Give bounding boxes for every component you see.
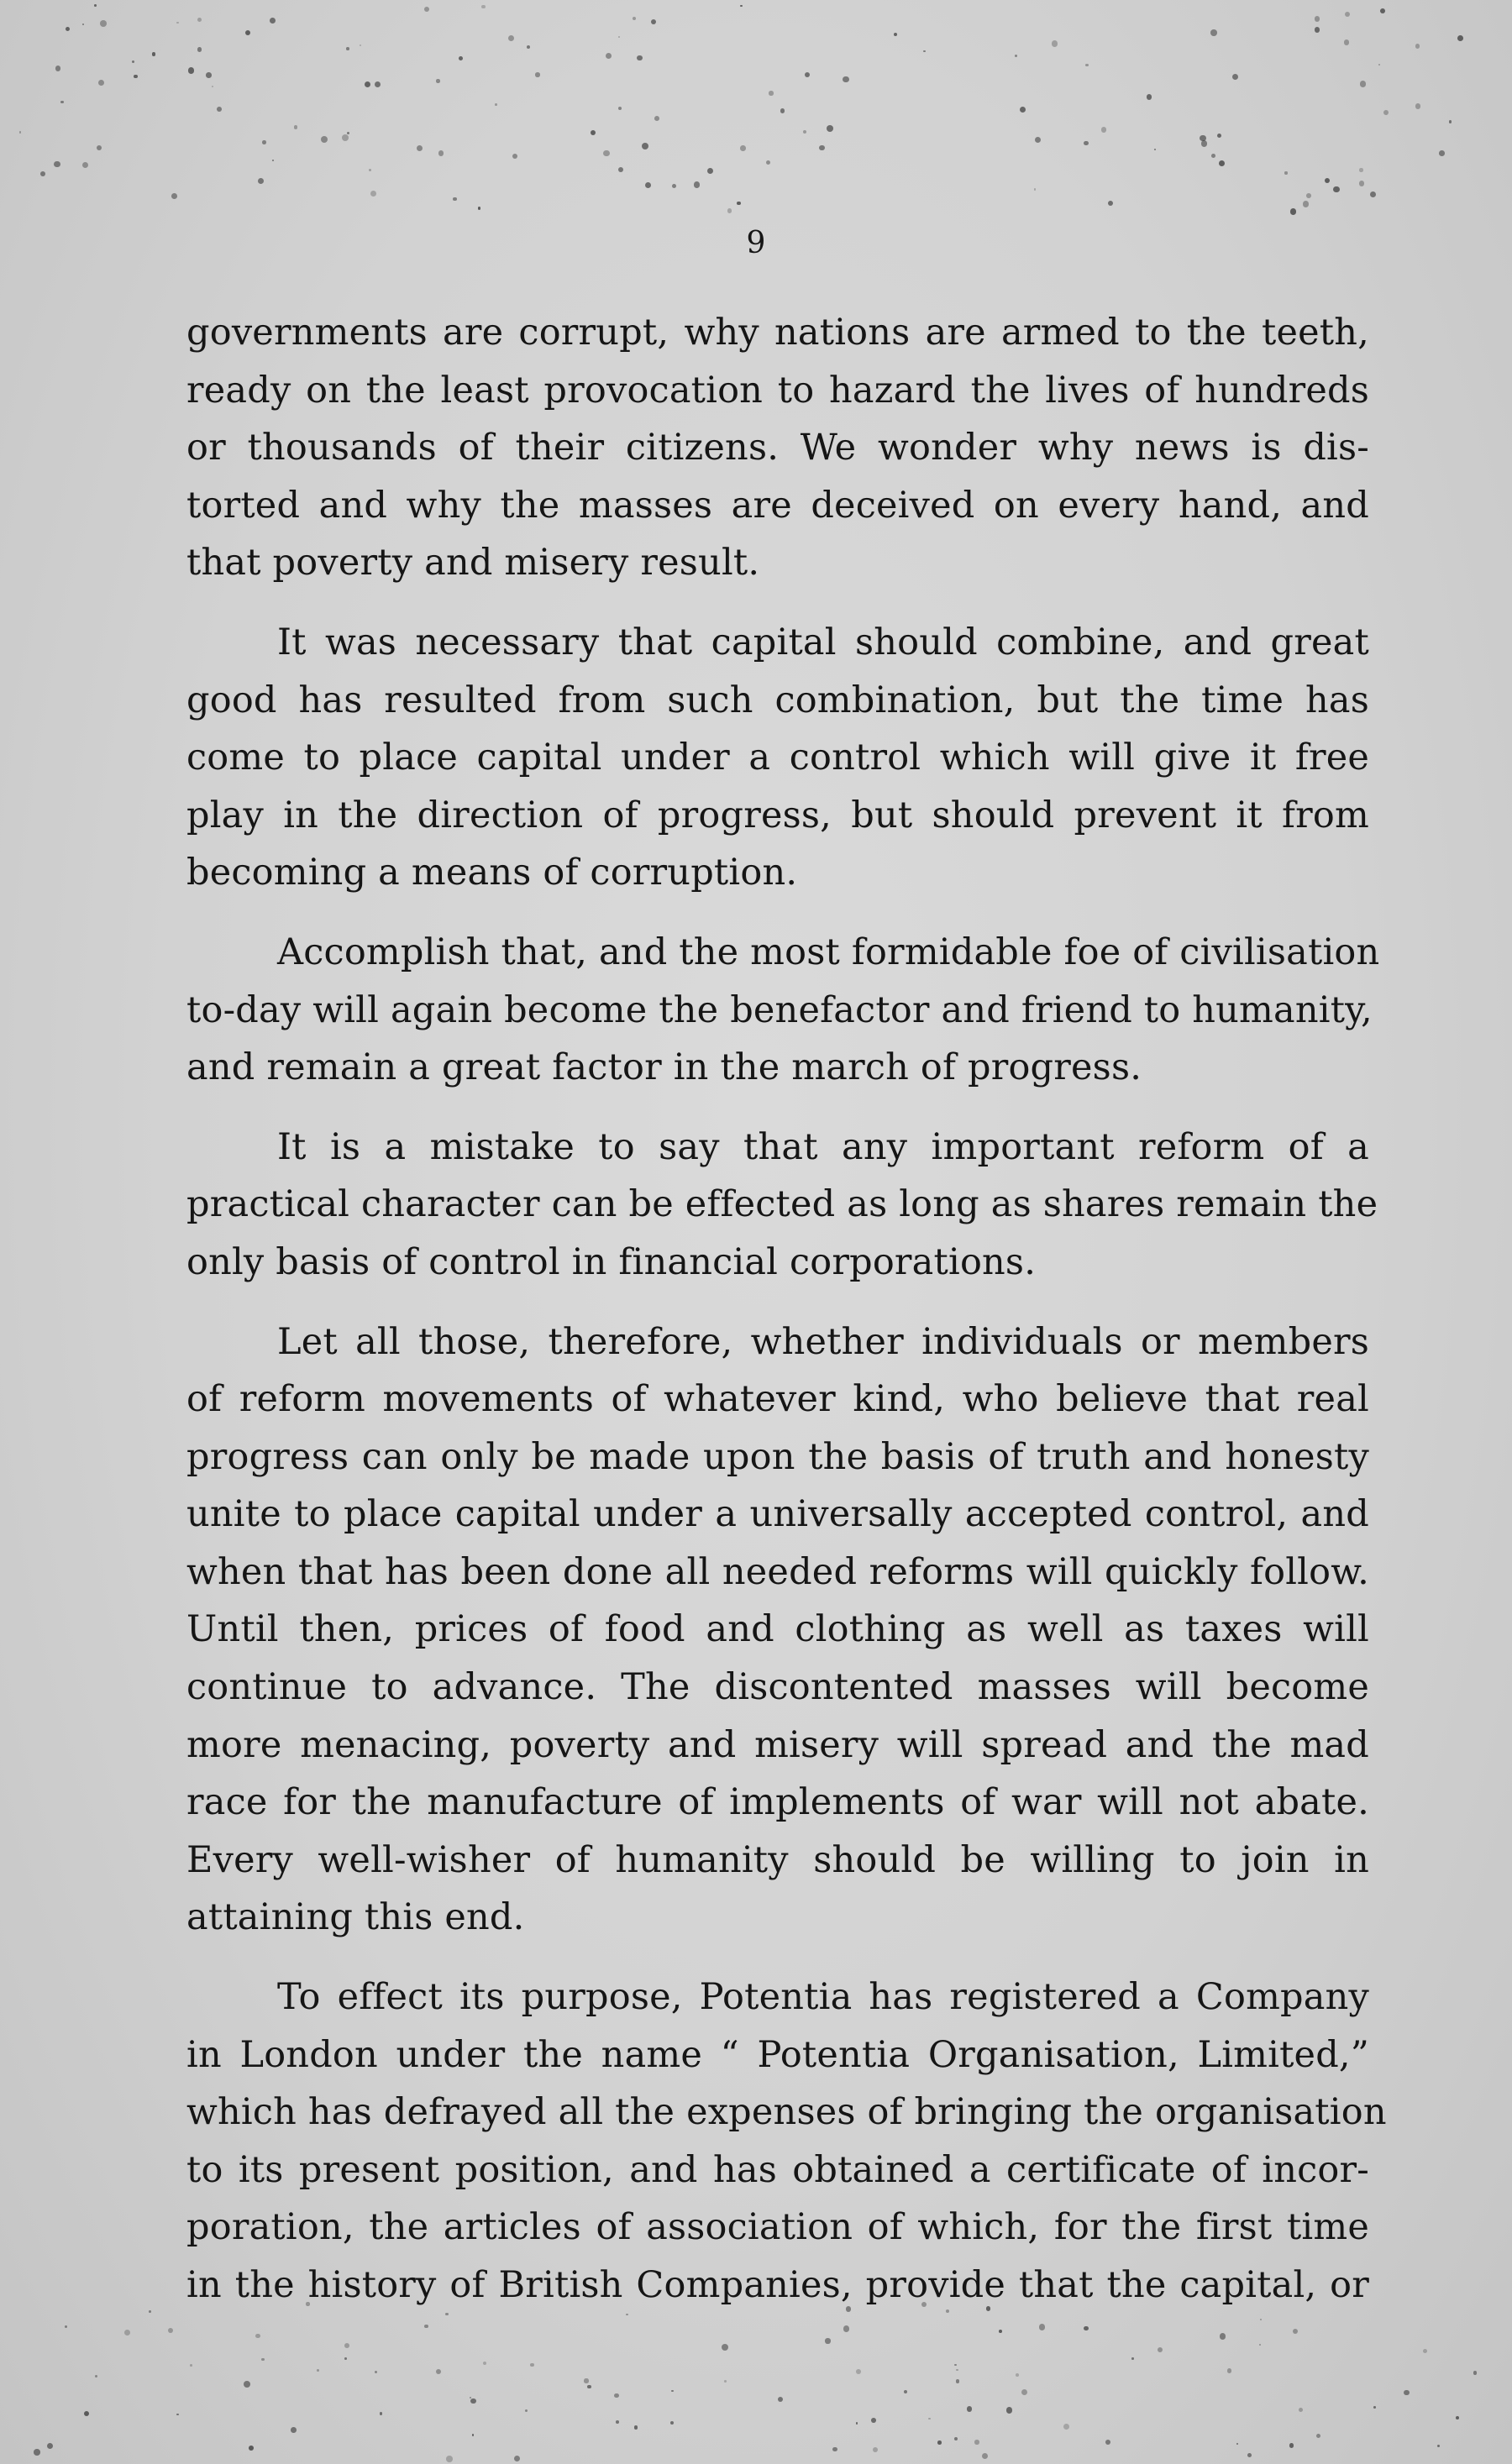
speckle xyxy=(654,116,659,121)
speckle xyxy=(212,86,213,87)
speckle xyxy=(618,167,623,172)
speckle xyxy=(365,81,370,87)
speckle xyxy=(803,130,806,134)
speckle xyxy=(261,2358,264,2361)
speckle xyxy=(369,169,371,171)
speckle xyxy=(1415,103,1421,109)
speckle xyxy=(149,2310,151,2313)
speckle xyxy=(1325,178,1330,183)
speckle xyxy=(82,24,84,25)
speckle xyxy=(1370,191,1376,197)
speckle xyxy=(258,178,264,184)
speckle xyxy=(190,2364,192,2367)
speckle xyxy=(34,2449,40,2456)
speckle xyxy=(417,145,423,151)
speckle xyxy=(616,2420,619,2424)
paragraph xyxy=(186,924,1380,1097)
speckle xyxy=(1021,2389,1027,2395)
speckle xyxy=(1316,2434,1320,2438)
speckle xyxy=(436,2369,441,2374)
speckle xyxy=(1052,40,1058,47)
text-line: Let all those, therefore, whether individuals or members xyxy=(277,1320,1369,1363)
speckle xyxy=(982,2453,988,2459)
speckle xyxy=(587,2385,591,2389)
text-line: to its present position, and has obtained a certificate of incor- xyxy=(186,2148,1369,2191)
speckle xyxy=(132,60,134,63)
speckle xyxy=(1303,201,1310,207)
speckle xyxy=(873,2447,878,2452)
speckle xyxy=(1457,35,1463,41)
speckle xyxy=(894,33,898,37)
speckle xyxy=(525,2409,528,2412)
body-text xyxy=(186,304,1387,2336)
speckle xyxy=(294,125,297,128)
speckle xyxy=(459,56,463,60)
speckle xyxy=(923,50,925,52)
speckle xyxy=(724,2380,727,2383)
speckle xyxy=(1380,8,1385,13)
speckle xyxy=(360,45,361,46)
page-number: 9 xyxy=(746,226,766,260)
text-line: or thousands of their citizens. We wonder why news is dis- xyxy=(186,427,1369,469)
speckle xyxy=(634,2425,638,2429)
speckle xyxy=(614,2393,618,2398)
text-line: which has defrayed all the expenses of bringing the organisation xyxy=(186,2091,1387,2134)
paragraph xyxy=(186,614,1369,902)
speckle xyxy=(1345,12,1350,17)
speckle xyxy=(778,2397,783,2402)
speckle xyxy=(176,2414,179,2416)
speckle xyxy=(1200,135,1205,141)
speckle xyxy=(514,2456,520,2461)
speckle xyxy=(60,101,63,103)
speckle xyxy=(1360,81,1366,87)
speckle xyxy=(530,2363,533,2367)
speckle xyxy=(245,30,250,35)
speckle xyxy=(206,72,212,78)
text-line: in the history of British Companies, provide that the capital, or xyxy=(186,2264,1369,2306)
text-line: governments are corrupt, why nations are armed to the teeth, xyxy=(186,312,1369,354)
speckle xyxy=(342,134,349,141)
speckle xyxy=(272,160,274,161)
speckle xyxy=(707,168,713,174)
speckle xyxy=(375,81,381,87)
speckle xyxy=(424,7,430,13)
speckle xyxy=(1439,150,1445,156)
text-line: race for the manufacture of implements of war will not abate. xyxy=(186,1781,1369,1824)
speckle xyxy=(171,193,177,199)
speckle xyxy=(134,75,137,78)
speckle xyxy=(642,143,648,149)
speckle xyxy=(481,5,485,8)
speckle xyxy=(1473,2371,1478,2375)
speckle xyxy=(1211,154,1215,158)
paragraph xyxy=(186,1119,1378,1292)
paragraph xyxy=(186,1313,1369,1948)
speckle xyxy=(1284,171,1287,174)
speckle xyxy=(346,47,349,50)
speckle xyxy=(1158,2347,1163,2352)
speckle xyxy=(740,145,745,150)
speckle xyxy=(98,80,104,86)
speckle xyxy=(1378,64,1380,66)
speckle xyxy=(827,125,833,132)
speckle xyxy=(832,2447,837,2452)
speckle xyxy=(40,171,45,176)
speckle xyxy=(727,208,732,212)
text-line: Until then, prices of food and clothing as well as taxes will xyxy=(186,1608,1369,1651)
speckle xyxy=(508,35,514,41)
speckle xyxy=(321,136,328,143)
speckle xyxy=(512,154,517,159)
speckle xyxy=(740,5,743,8)
speckle xyxy=(438,150,444,155)
speckle xyxy=(603,150,610,157)
speckle xyxy=(1085,64,1088,66)
speckle xyxy=(974,2440,979,2444)
text-line: of reform movements of whatever kind, who believe that real xyxy=(186,1378,1369,1421)
speckle xyxy=(1437,2445,1440,2447)
speckle xyxy=(591,130,596,135)
speckle xyxy=(618,36,620,38)
speckle xyxy=(856,2422,858,2424)
speckle xyxy=(244,2381,250,2388)
speckle xyxy=(84,2411,89,2416)
speckle xyxy=(1290,208,1296,214)
speckle xyxy=(843,76,848,82)
speckle xyxy=(176,22,178,24)
text-line: when that has been done all needed reforms will quickly follow. xyxy=(186,1550,1369,1593)
speckle xyxy=(1227,2368,1231,2372)
speckle xyxy=(347,132,350,135)
speckle xyxy=(1232,74,1238,80)
speckle xyxy=(780,108,785,113)
speckle xyxy=(1154,149,1156,150)
speckle xyxy=(1016,2373,1019,2377)
speckle xyxy=(54,161,60,168)
text-line: poration, the articles of association of which, for the first time xyxy=(186,2206,1369,2249)
speckle xyxy=(152,52,155,55)
speckle xyxy=(670,2421,675,2425)
speckle xyxy=(55,66,61,71)
speckle xyxy=(1306,193,1311,198)
speckle xyxy=(344,2357,347,2360)
speckle xyxy=(1034,188,1037,191)
speckle xyxy=(217,107,222,112)
speckle xyxy=(904,2390,907,2393)
speckle xyxy=(805,72,810,77)
speckle xyxy=(769,91,773,95)
speckle xyxy=(1101,127,1106,132)
text-line: come to place capital under a control which will give it free xyxy=(186,737,1369,779)
text-line: It is a mistake to say that any important reform of a xyxy=(277,1125,1369,1168)
speckle xyxy=(618,107,622,110)
speckle xyxy=(606,53,612,59)
paragraph xyxy=(186,304,1369,592)
speckle xyxy=(1105,2440,1110,2445)
speckle xyxy=(1035,137,1042,144)
text-line: only basis of control in financial corporations. xyxy=(186,1240,1037,1283)
speckle xyxy=(1210,29,1217,36)
speckle xyxy=(188,67,194,73)
speckle xyxy=(825,2338,830,2343)
speckle xyxy=(1383,110,1389,115)
speckle xyxy=(66,27,70,31)
text-line: more menacing, poverty and misery will spread and the mad xyxy=(186,1723,1369,1766)
speckle xyxy=(291,2427,297,2433)
speckle xyxy=(1147,94,1152,100)
speckle xyxy=(1423,2349,1427,2353)
speckle xyxy=(1415,44,1420,49)
text-line: practical character can be effected as long as shares remain the xyxy=(186,1183,1378,1226)
speckle xyxy=(1219,160,1225,166)
speckle xyxy=(446,2456,453,2462)
speckle xyxy=(956,2369,958,2371)
speckle xyxy=(671,2390,673,2392)
speckle xyxy=(633,17,636,20)
speckle xyxy=(584,2378,588,2383)
speckle xyxy=(1131,2357,1133,2359)
speckle xyxy=(956,2379,960,2383)
speckle xyxy=(472,2434,475,2436)
speckle xyxy=(1315,27,1320,33)
speckle xyxy=(370,191,376,197)
speckle xyxy=(197,18,202,22)
speckle xyxy=(1299,2408,1303,2412)
speckle xyxy=(1456,2416,1459,2419)
speckle xyxy=(1315,16,1320,21)
speckle xyxy=(645,182,651,188)
text-line: unite to place capital under a universally accepted control, and xyxy=(186,1493,1369,1536)
text-line: progress can only be made upon the basis of truth and honesty xyxy=(186,1435,1369,1478)
speckle xyxy=(928,2418,931,2420)
speckle xyxy=(94,4,97,7)
speckle xyxy=(1289,2443,1294,2447)
speckle xyxy=(270,18,276,24)
speckle xyxy=(937,2440,942,2445)
text-line: and remain a great factor in the march of progress. xyxy=(186,1046,1142,1089)
text-line: that poverty and misery result. xyxy=(186,542,760,585)
speckle xyxy=(954,2437,958,2440)
speckle xyxy=(197,47,202,51)
speckle xyxy=(871,2418,876,2423)
speckle xyxy=(1247,2453,1252,2457)
speckle xyxy=(380,2412,382,2414)
text-line: to-day will again become the benefactor and friend to humanity, xyxy=(186,988,1373,1031)
speckle xyxy=(65,2325,67,2328)
speckle xyxy=(47,2443,53,2449)
speckle xyxy=(436,79,439,82)
text-line: torted and why the masses are deceived on every hand, and xyxy=(186,484,1369,527)
speckle xyxy=(478,207,480,209)
text-line: in London under the name “ Potentia Organisation, Limited,” xyxy=(186,2033,1369,2076)
speckle xyxy=(95,2375,97,2377)
speckle xyxy=(453,197,457,202)
speckle xyxy=(694,181,700,187)
text-line: play in the direction of progress, but should prevent it from xyxy=(186,794,1369,836)
speckle xyxy=(1217,134,1221,138)
speckle xyxy=(262,140,266,144)
speckle xyxy=(1359,181,1364,186)
speckle xyxy=(1020,107,1026,113)
speckle xyxy=(1404,2390,1409,2395)
speckle xyxy=(19,131,21,133)
speckle xyxy=(1236,2443,1238,2445)
text-line: ready on the least provocation to hazard the lives of hundreds xyxy=(186,369,1369,412)
speckle xyxy=(168,2328,173,2333)
speckle xyxy=(1359,168,1362,171)
text-line: Every well-wisher of humanity should be willing to join in xyxy=(186,1838,1369,1881)
speckle xyxy=(535,72,540,77)
speckle xyxy=(954,2364,957,2367)
speckle xyxy=(344,2343,349,2348)
speckle xyxy=(967,2406,973,2412)
speckle xyxy=(1006,2407,1012,2413)
speckle xyxy=(1373,2406,1376,2409)
speckle xyxy=(766,160,770,165)
speckle xyxy=(1259,2344,1262,2346)
speckle xyxy=(375,2371,377,2373)
speckle xyxy=(1333,186,1339,192)
speckle xyxy=(527,45,530,49)
speckle xyxy=(97,145,102,150)
text-line: Accomplish that, and the most formidable foe of civilisation xyxy=(277,931,1380,973)
speckle xyxy=(651,19,656,24)
text-line: To effect its purpose, Potentia has registered a Company xyxy=(277,1976,1369,2019)
text-line: continue to advance. The discontented masses will become xyxy=(186,1666,1369,1709)
speckle xyxy=(637,55,643,61)
text-line: It was necessary that capital should combine, and great xyxy=(277,621,1369,663)
speckle xyxy=(82,162,88,168)
text-line: becoming a means of corruption. xyxy=(186,852,798,894)
speckle xyxy=(1201,140,1208,147)
speckle xyxy=(470,2398,476,2404)
speckle xyxy=(483,2362,486,2365)
speckle xyxy=(1449,120,1452,123)
speckle xyxy=(737,202,741,206)
text-line: attaining this end. xyxy=(186,1896,525,1939)
speckle xyxy=(819,145,825,151)
speckle xyxy=(249,2446,254,2451)
speckle xyxy=(1084,141,1088,145)
speckle xyxy=(672,184,676,188)
speckle xyxy=(124,2330,131,2336)
speckle xyxy=(317,2369,319,2372)
speckle xyxy=(856,2369,861,2374)
speckle xyxy=(1344,39,1349,45)
text-line: good has resulted from such combination, but the time has xyxy=(186,679,1369,721)
speckle xyxy=(495,103,497,106)
speckle xyxy=(1108,201,1113,206)
speckle xyxy=(1015,55,1017,57)
speckle xyxy=(722,2344,728,2351)
paragraph xyxy=(186,1969,1387,2315)
speckle xyxy=(100,20,107,27)
speckle xyxy=(1063,2424,1069,2430)
